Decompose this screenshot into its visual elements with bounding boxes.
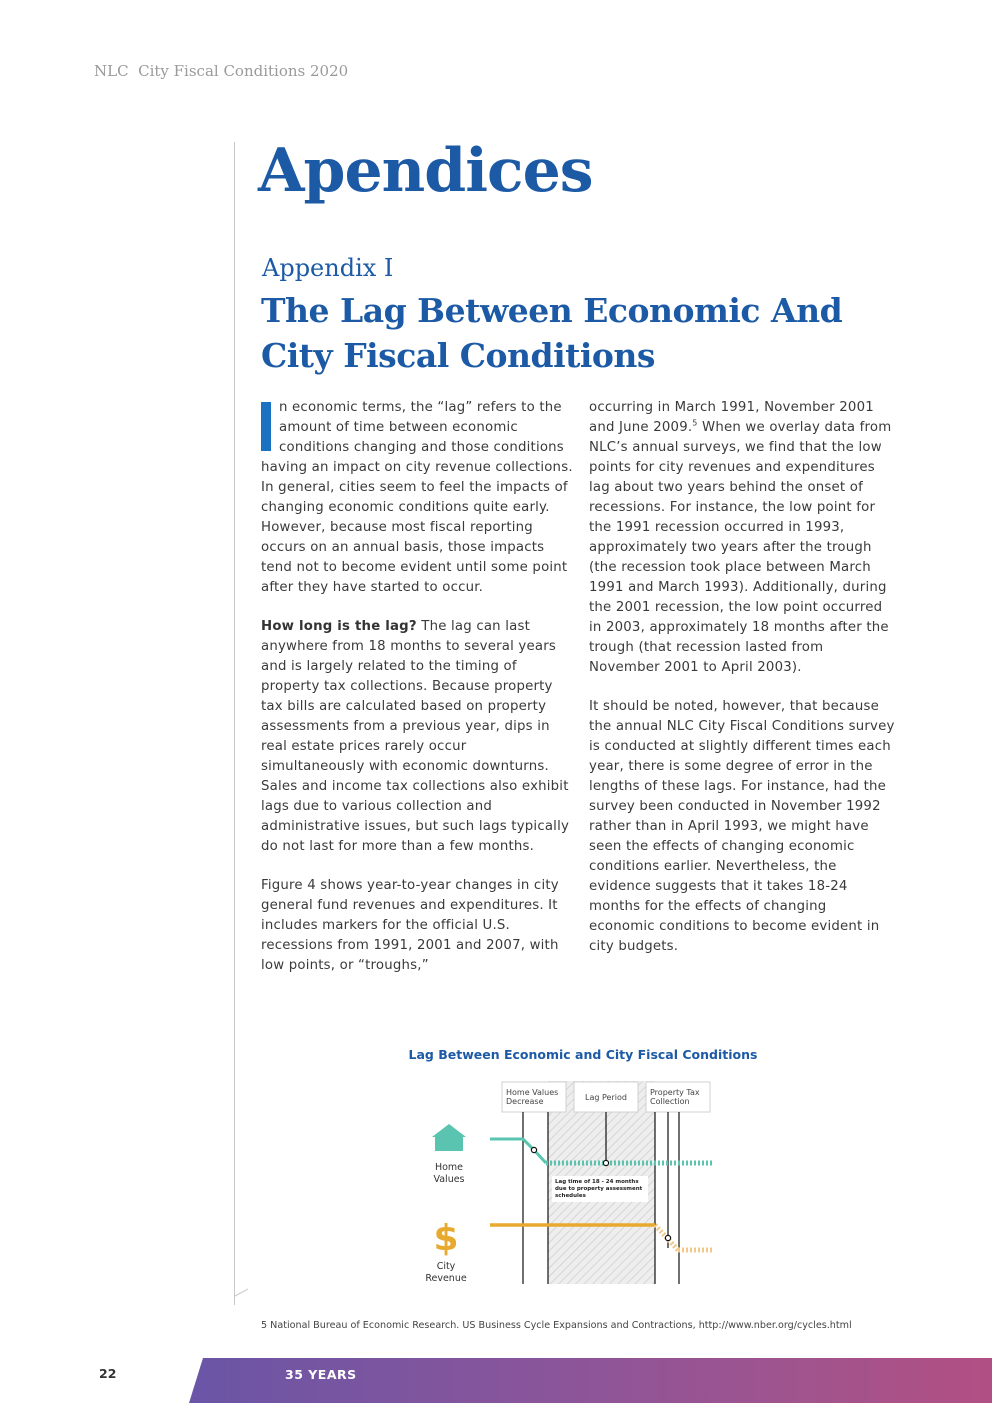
label-property-tax [646, 1082, 710, 1112]
margin-rule [234, 142, 235, 1305]
body-column-right [589, 398, 895, 976]
drop-cap-bar [261, 402, 271, 451]
label-lag-period-text: Lag Period [585, 1093, 627, 1102]
paragraph-troughs [589, 398, 895, 678]
home-label-1: Home [434, 1162, 464, 1173]
page-number: 22 [99, 1366, 117, 1381]
home-values-point-2 [603, 1160, 608, 1165]
intro-text: n economic terms, the “lag” refers to the amount of time between economic conditions changing and those conditions having an impact on city revenue collections. In general, cities seem to feel the impacts of changing economic conditions quite early. However, because most fiscal reporting occurs on an annual basis, those impacts tend not to become evident until some point after they have started to occur. [261, 400, 573, 595]
troughs-text-b: When we overlay data from NLC’s annual surveys, we find that the low points for city revenues and expenditures lag about two years behind the onset of recessions. For instance, the low point for the 1991 recession occurred in 1993, approximately two years after the trough (the recession took place between March 1991 and March 1993). Additionally, during the 2001 recession, the low point occurred in 2003, approximately 18 months after the trough (that recession lasted from November 2001 to April 2003). [589, 420, 892, 675]
home-values-line [490, 1139, 546, 1163]
lag-note-1: Lag time of 18 - 24 months [555, 1179, 639, 1185]
troughs-text-a: occurring in March 1991, November 2001 and June 2009. [589, 400, 874, 435]
home-label-2: Values [433, 1174, 465, 1185]
figure-title: Lag Between Economic and City Fiscal Conditions [408, 1047, 758, 1062]
running-head: NLC City Fiscal Conditions 2020 [94, 62, 349, 80]
city-label-2: Revenue [425, 1273, 467, 1284]
label-hvd-1: Home Values [506, 1088, 559, 1097]
footer-label: 35 YEARS [285, 1367, 357, 1382]
page-title: Apendices [258, 136, 593, 206]
paragraph-intro [261, 398, 573, 598]
lag-note [552, 1176, 648, 1202]
lag-note-3: schedules [555, 1193, 586, 1199]
paragraph-figure4: Figure 4 shows year-to-year changes in city general fund revenues and expenditures. It includes markers for the official U.S. recessions from 1991, 2001 and 2007, with low points, or “troughs,” [261, 878, 559, 973]
label-hvd-2: Decrease [506, 1097, 544, 1106]
city-revenue-point [665, 1235, 670, 1240]
footnote-ref[interactable]: 5 [692, 418, 698, 428]
appendix-title [261, 288, 861, 378]
city-label-1: City [436, 1261, 456, 1272]
lag-diagram [418, 1076, 728, 1290]
home-values-point-1 [531, 1147, 536, 1152]
lag-question: How long is the lag? [261, 619, 417, 634]
appendix-title-line-2: City Fiscal Conditions [261, 336, 655, 375]
label-lag-period [574, 1082, 638, 1112]
appendix-label: Appendix I [262, 254, 394, 282]
label-pt-1: Property Tax [650, 1088, 700, 1097]
lag-text: The lag can last anywhere from 18 months to several years and is largely related to the timing of property tax collections. Because property tax bills are calculated based on property assessments from a previous year, dips in real estate prices rarely occur simultaneously with economic downturns. Sales and income tax collections also exhibit lags due to various collection and administrative issues, but such lags typically do not last for more than a few months. [261, 619, 570, 854]
label-pt-2: Collection [650, 1097, 690, 1106]
footnote: 5 National Bureau of Economic Research. US Business Cycle Expansions and Contractions, http://www.nber.org/cycles.html [261, 1320, 852, 1331]
paragraph-error: It should be noted, however, that because the annual NLC City Fiscal Conditions survey is conducted at slightly different times each year, there is some degree of error in the lengths of these lags. For instance, had the survey been conducted in November 1992 rather than in April 1993, we might have seen the effects of changing economic conditions earlier. Nevertheless, the evidence suggests that it takes 18-24 months for the effects of changing economic conditions to become evident in city budgets. [589, 699, 895, 954]
body-column-left [261, 398, 573, 995]
appendix-title-line-1: The Lag Between Economic And [261, 291, 843, 330]
dollar-icon: $ [433, 1218, 459, 1259]
label-home-values-decrease [502, 1082, 566, 1112]
house-icon [432, 1124, 466, 1151]
margin-rule-foot [234, 1289, 249, 1297]
lag-note-2: due to property assessment [555, 1186, 643, 1192]
paragraph-lag [261, 617, 573, 857]
